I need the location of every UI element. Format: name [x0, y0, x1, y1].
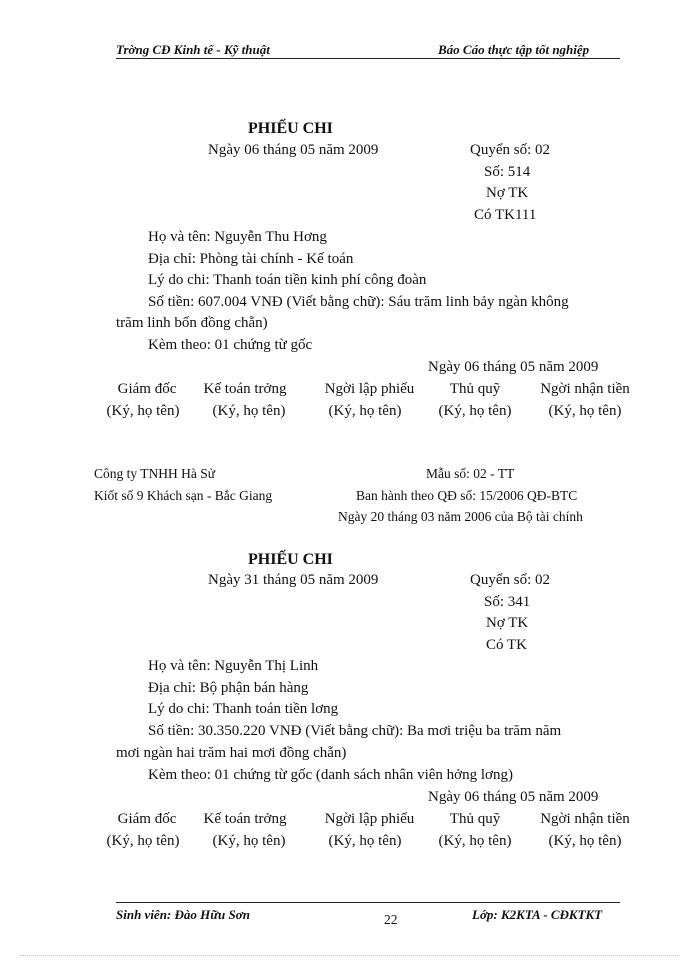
voucher2-sign-date: Ngày 06 tháng 05 năm 2009: [428, 789, 599, 805]
voucher2-book-no: Quyển số: 02: [470, 572, 550, 588]
voucher1-sign-preparer: Ngời lập phiếu: [324, 381, 415, 397]
voucher2-sign-note: (Ký, họ tên): [212, 833, 286, 849]
voucher1-book-no: Quyển số: 02: [470, 142, 550, 158]
company-name: Công ty TNHH Hà Sử: [94, 466, 216, 481]
header-school: Trờng CĐ Kinh tế - Kỹ thuật: [116, 42, 270, 57]
voucher2-credit: Có TK: [486, 637, 527, 653]
voucher2-sign-receiver: Ngời nhận tiền: [540, 811, 630, 827]
page-bottom-divider: [20, 955, 680, 956]
voucher2-sign-director: Giám đốc: [117, 811, 177, 827]
voucher1-sign-chief-accountant: Kế toán trởng: [203, 381, 287, 397]
voucher1-title: PHIẾU CHI: [248, 120, 333, 137]
voucher2-sign-preparer: Ngời lập phiếu: [324, 811, 415, 827]
header-rule: [116, 58, 620, 59]
voucher1-sign-director: Giám đốc: [117, 381, 177, 397]
voucher2-number: Số: 341: [484, 594, 531, 610]
voucher1-sign-cashier: Thủ quỹ: [449, 381, 501, 397]
voucher1-debit: Nợ TK: [486, 185, 529, 201]
header-report-title: Báo Cáo thực tập tốt nghiệp: [438, 42, 590, 57]
voucher1-number: Số: 514: [484, 164, 531, 180]
voucher2-sign-note: (Ký, họ tên): [106, 833, 180, 849]
footer-class: Lớp: K2KTA - CĐKTKT: [472, 907, 603, 922]
voucher1-payee-name: Họ và tên: Nguyễn Thu Hơng: [148, 229, 327, 245]
form-issued-decision: Ban hành theo QĐ số: 15/2006 QĐ-BTC: [356, 488, 578, 503]
voucher1-attached: Kèm theo: 01 chứng từ gốc: [148, 337, 313, 353]
voucher1-sign-note: (Ký, họ tên): [548, 403, 622, 419]
voucher2-reason: Lý do chi: Thanh toán tiền lơng: [148, 701, 339, 717]
footer-rule: [116, 902, 620, 903]
voucher1-credit: Có TK111: [474, 207, 537, 223]
voucher2-sign-chief-accountant: Kế toán trởng: [203, 811, 287, 827]
page-number: 22: [384, 912, 398, 927]
form-issued-date: Ngày 20 tháng 03 năm 2006 của Bộ tài chính: [338, 509, 583, 524]
voucher2-title: PHIẾU CHI: [248, 551, 333, 568]
voucher2-amount-line1: Số tiền: 30.350.220 VNĐ (Viết bằng chữ): Ba mơi triệu ba trăm năm: [148, 723, 562, 739]
voucher1-sign-note: (Ký, họ tên): [438, 403, 512, 419]
footer-student: Sinh viên: Đào Hữu Sơn: [116, 907, 250, 922]
voucher2-attached: Kèm theo: 01 chứng từ gốc (danh sách nhân viên hởng lơng): [148, 767, 513, 783]
voucher2-sign-note: (Ký, họ tên): [548, 833, 622, 849]
voucher2-payee-name: Họ và tên: Nguyễn Thị Linh: [148, 658, 319, 674]
voucher1-address: Địa chỉ: Phòng tài chính - Kế toán: [148, 251, 354, 267]
voucher1-sign-note: (Ký, họ tên): [212, 403, 286, 419]
voucher1-amount-line1: Số tiền: 607.004 VNĐ (Viết bằng chữ): Sáu trăm linh bảy ngàn không: [148, 294, 569, 310]
form-number: Mẫu số: 02 - TT: [426, 466, 515, 481]
company-address: Kiốt số 9 Khách sạn - Bắc Giang: [94, 488, 273, 503]
voucher1-sign-note: (Ký, họ tên): [328, 403, 402, 419]
voucher2-sign-note: (Ký, họ tên): [438, 833, 512, 849]
voucher1-sign-receiver: Ngời nhận tiền: [540, 381, 630, 397]
voucher2-debit: Nợ TK: [486, 615, 529, 631]
voucher2-address: Địa chỉ: Bộ phận bán hàng: [148, 680, 309, 696]
voucher1-sign-note: (Ký, họ tên): [106, 403, 180, 419]
voucher2-sign-note: (Ký, họ tên): [328, 833, 402, 849]
voucher1-sign-date: Ngày 06 tháng 05 năm 2009: [428, 359, 599, 375]
voucher2-amount-line2: mơi ngàn hai trăm hai mơi đồng chẵn): [116, 745, 347, 761]
voucher2-date: Ngày 31 tháng 05 năm 2009: [208, 572, 379, 588]
voucher2-sign-cashier: Thủ quỹ: [449, 811, 501, 827]
voucher1-date: Ngày 06 tháng 05 năm 2009: [208, 142, 379, 158]
voucher1-amount-line2: trăm linh bốn đồng chẵn): [116, 315, 268, 331]
voucher1-reason: Lý do chi: Thanh toán tiền kinh phí công đoàn: [148, 272, 427, 288]
